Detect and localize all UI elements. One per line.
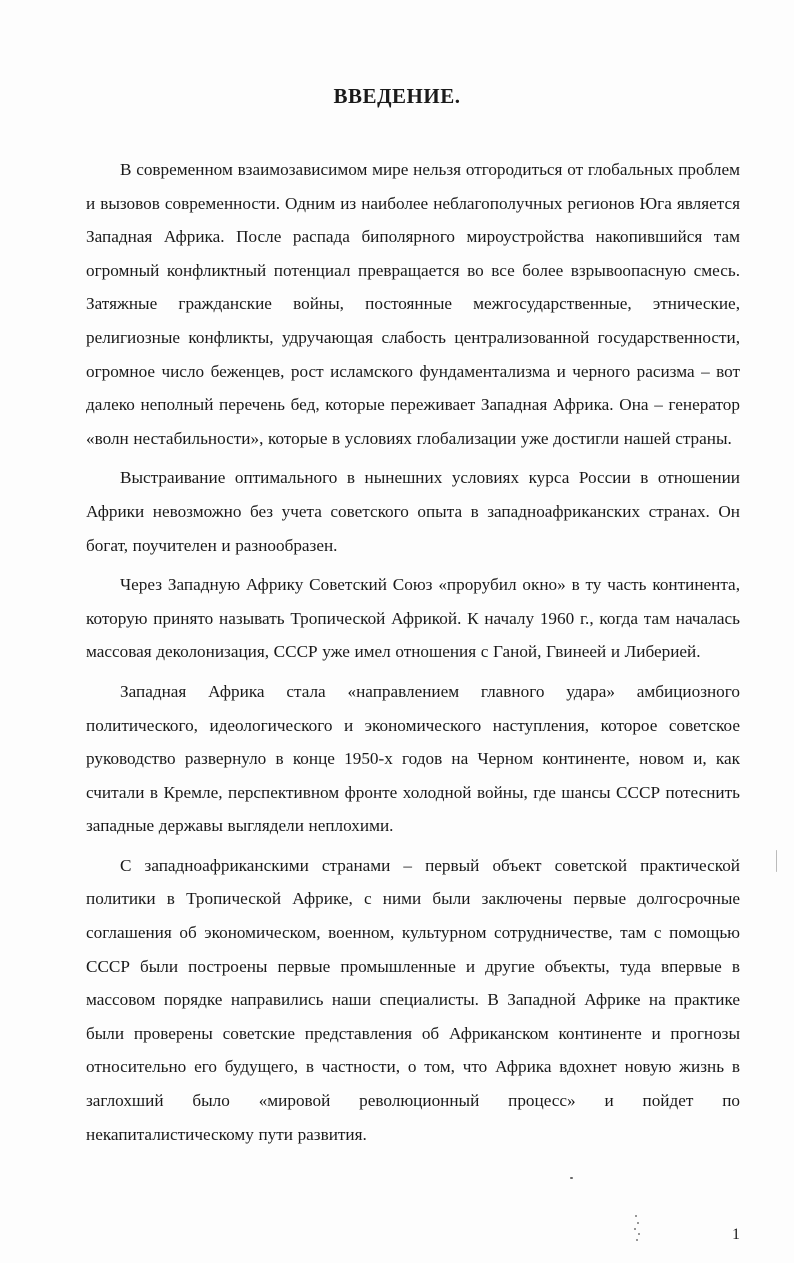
paragraph-4: Западная Африка стала «направлением главного удара» амбициозного политического, идеологического и экономического наступления, которое советское руководство развернуло в конце 1950-х годов на Черном континенте, новом и, как считали в Кремле, перспективном фронте холодной войны, где шансы СССР потеснить западные державы выглядели неплохими. bbox=[86, 681, 740, 836]
paragraph-3: Через Западную Африку Советский Союз «прорубил окно» в ту часть континента, которую принято называть Тропической Африкой. К началу 1960 г., когда там началась массовая деколонизация, СССР уже имел отношения с Ганой, Гвинеей и Либерией. bbox=[86, 575, 740, 662]
scan-artifact-line bbox=[776, 850, 777, 872]
scan-artifact-speck bbox=[570, 1177, 573, 1179]
page-title: ВВЕДЕНИЕ. bbox=[333, 84, 461, 108]
paragraph-5: С западноафриканскими странами – первый объект советской практической политики в Тропической Африке, с ними были заключены первые долгосрочные соглашения об экономическом, военном, культурном сотрудничестве, там с помощью СССР были построены первые промышленные и другие объекты, туда впервые в массовом порядке направились наши специалисты. В Западной Африке на практике были проверены советские представления об Африканском континенте и прогнозы относительно его будущего, в частности, о том, что Африка вдохнет новую жизнь в заглохший было «мировой революционный процесс» и пойдет по некапиталистическому пути развития. bbox=[86, 855, 740, 1144]
paragraph-2: Выстраивание оптимального в нынешних условиях курса России в отношении Африки невозможно без учета советского опыта в западноафриканских странах. Он богат, поучителен и разнообразен. bbox=[86, 468, 740, 555]
body-text bbox=[86, 153, 740, 1157]
scan-artifact-dots bbox=[630, 1213, 642, 1243]
paragraph-1: В современном взаимозависимом мире нельзя отгородиться от глобальных проблем и вызовов современности. Одним из наиболее неблагополучных регионов Юга является Западная Африка. После распада биполярного мироустройства накопившийся там огромный конфликтный потенциал превращается во все более взрывоопасную смесь. Затяжные гражданские войны, постоянные межгосударственные, этнические, религиозные конфликты, удручающая слабость централизованной государственности, огромное число беженцев, рост исламского фундаментализма и черного расизма – вот далеко неполный перечень бед, которые переживает Западная Африка. Она – генератор «волн нестабильности», которые в условиях глобализации уже достигли нашей страны. bbox=[86, 160, 740, 448]
page-number: 1 bbox=[732, 1226, 740, 1243]
